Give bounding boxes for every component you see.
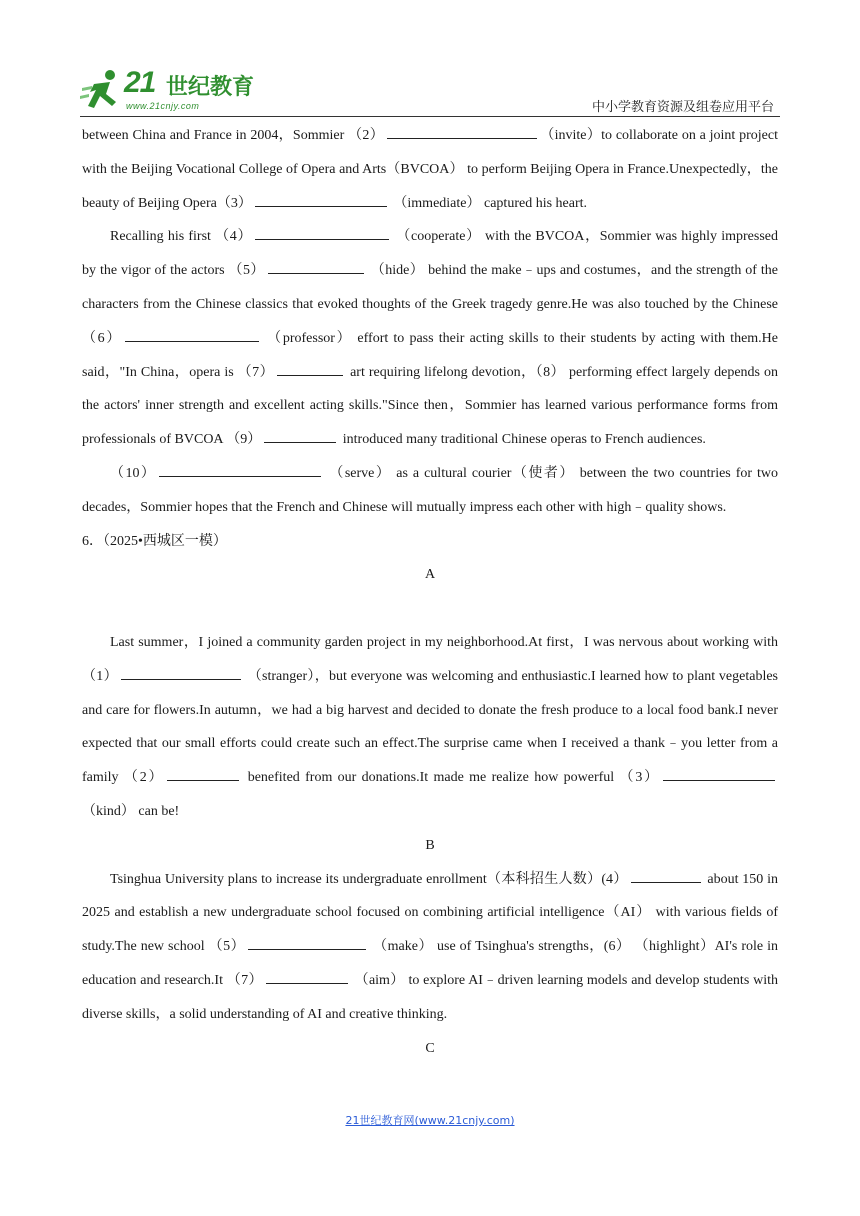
page-header [0, 0, 860, 120]
header-divider [80, 116, 780, 117]
answer-blank[interactable] [264, 428, 336, 443]
brand-number: 21 [124, 66, 156, 99]
paragraph: （10） （serve） as a cultural courier（使者） between the two countries for two decades，Sommier hopes that the French and Chinese will mutually impress each other with high﹣quality shows. [82, 457, 778, 525]
page-footer [0, 1112, 860, 1128]
section-label: C [425, 1040, 435, 1056]
question-title: 6．（2025•西城区一模） [82, 533, 227, 549]
footer-link[interactable]: 21世纪教育网(www.21cnjy.com) [345, 1114, 515, 1127]
answer-blank[interactable] [266, 969, 348, 984]
answer-blank[interactable] [121, 665, 241, 680]
paragraph: Tsinghua University plans to increase its undergraduate enrollment（本科招生人数）(4） about 150 in 2025 and establish a new undergraduate school focused on combining artificial intelligence（AI） with various fields of study.The new school （5） （make） use of Tsinghua's strengths，(6） （highlight）AI's role in education and research.It （7） （aim） to explore AI﹣driven learning models and develop students with diverse skills，a solid understanding of AI and creative thinking. [82, 863, 778, 1032]
answer-blank[interactable] [255, 225, 389, 240]
document-body [82, 119, 778, 1065]
answer-blank[interactable] [255, 192, 387, 207]
paragraph: Recalling his first （4） （cooperate） with the BVCOA，Sommier was highly impressed by the vigor of the actors （5） （hide） behind the make﹣ups and costumes，and the strength of the characters from the Chinese classics that evoked thoughts of the Greek tragedy genre.He was also touched by the Chinese （6） （professor） effort to pass their acting skills to their students by acting with them.He said，"In China，opera is （7） art requiring lifelong devotion，（8） performing effect largely depends on the actors' inner strength and excellent acting skills."Since then，Sommier has learned various performance forms from professionals of BVCOA （9） introduced many traditional Chinese operas to French audiences. [82, 220, 778, 457]
answer-blank[interactable] [631, 868, 701, 883]
answer-blank[interactable] [387, 124, 537, 139]
brand-logo [80, 66, 270, 116]
paragraph: between China and France in 2004，Sommier （2） （invite）to collaborate on a joint project with the Beijing Vocational College of Opera and Arts（BVCOA） to perform Beijing Opera in France.Unexpectedly，the beauty of Beijing Opera（3） （immediate） captured his heart. [82, 119, 778, 220]
brand-name: 世纪教育 [166, 75, 255, 100]
section-label: A [424, 567, 436, 583]
answer-blank[interactable] [125, 327, 259, 342]
answer-blank[interactable] [268, 259, 364, 274]
answer-blank[interactable] [277, 361, 343, 376]
section-label: B [425, 837, 435, 853]
answer-blank[interactable] [159, 462, 321, 477]
paragraph: Last summer，I joined a community garden project in my neighborhood.At first，I was nervous about working with （1） （stranger），but everyone was welcoming and enthusiastic.I learned how to plant vegetables and care for flowers.In autumn，we had a big harvest and decided to donate the fresh produce to a local food bank.I never expected that our small efforts could create such an effect.The surprise came when I received a thank﹣you letter from a family （2） benefited from our donations.It made me realize how powerful （3） （kind） can be! [82, 634, 778, 819]
brand-url: www.21cnjy.com [126, 101, 200, 111]
runner-icon [80, 68, 126, 114]
answer-blank[interactable] [167, 766, 239, 781]
answer-blank[interactable] [663, 766, 775, 781]
answer-blank[interactable] [248, 935, 366, 950]
header-tagline: 中小学教育资源及组卷应用平台 [591, 100, 774, 115]
